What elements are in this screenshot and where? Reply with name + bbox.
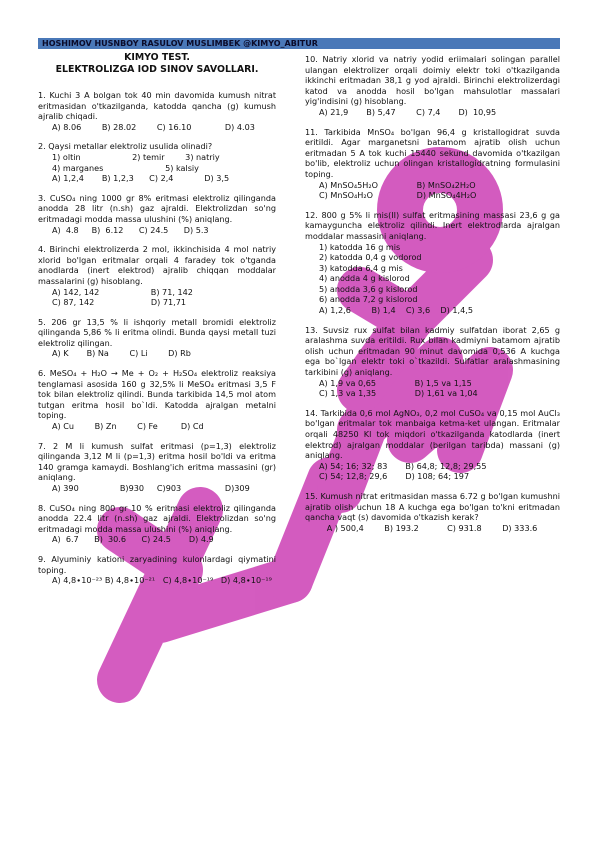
answer-line: 1) oltin 2) temir 3) natriy bbox=[52, 151, 220, 162]
question-item bbox=[38, 244, 276, 308]
answer-line: C) 54; 12,8; 29,6 D) 108; 64; 197 bbox=[319, 471, 470, 482]
question-text: 8. CuSO₄ ning 800 gr 10 % eritmasi elektroliz qilinganda anodda 22.4 litr (n.sh) gaz ajraldi. Elektrolizdan so'ng eritmadagi modda massa ulushini (%) aniqlang. bbox=[38, 502, 276, 534]
question-item bbox=[305, 210, 560, 316]
page-title bbox=[38, 52, 276, 76]
question-text: 15. Kumush nitrat eritmasidan massa 6.72 g bo'lgan kumushni ajratib olish uchun 18 A kuchga ega bo'lgan to'kni eritmadan qancha vaqt (s) davomida o'tkazish kerak? bbox=[305, 490, 560, 523]
answer-line: A) 1,2,4 B) 1,2,3 C) 2,4 D) 3,5 bbox=[52, 173, 230, 184]
answer-line: 6) anodda 7,2 g kislorod bbox=[319, 294, 418, 305]
title-line-1: KIMYO TEST. bbox=[124, 52, 190, 63]
question-item bbox=[38, 141, 276, 183]
answer-line: C) MnSO₄H₂O D) MnSO₄4H₂O bbox=[319, 190, 477, 201]
question-text: 1. Kuchi 3 A bolgan tok 40 min davomida kumush nitrat eritmasidan o'tkazilganda, katodda qancha (g) kumush ajralib chiqadi. bbox=[38, 90, 276, 122]
right-question-list bbox=[305, 54, 560, 533]
answer-line: C) 87, 142 D) 71,71 bbox=[52, 297, 187, 308]
question-text: 9. Alyuminiy kationi zaryadining kulonlardagi qiymatini toping. bbox=[38, 553, 276, 575]
question-item bbox=[38, 441, 276, 494]
answer-line: A) MnSO₄5H₂O B) MnSO₄2H₂O bbox=[319, 179, 476, 190]
answer-line: 4) anodda 4 g kislorod bbox=[319, 273, 410, 284]
question-item bbox=[305, 408, 560, 482]
question-text: 11. Tarkibida MnSO₄ bo'lgan 96,4 g kristallogidrat suvda eritildi. Agar marganetsni batamom ajratib olish uchun eritmadan 5 A tok kuchi 15440 sekund davomida o'tkazilgan bo'lib, elektroliz uchun olingan kristallogidratning formulasini toping. bbox=[305, 126, 560, 179]
answer-options: A) K B) Na C) Li D) Rb bbox=[52, 348, 191, 359]
question-item bbox=[38, 554, 276, 586]
question-item bbox=[38, 193, 276, 235]
question-text: 6. MeSO₄ + H₂O → Me + O₂ + H₂SO₄ elektroliz reaksiya tenglamasi asosida 160 g 32,5% li MeSO₄ eritmasi 3,5 F tok bilan elektroliz qilindi. Bunda tarkibida 14,5 mol atom tutgan eritma hosil bo`ldi. Katodda ajralgan metalni toping. bbox=[38, 368, 276, 421]
question-item bbox=[38, 368, 276, 432]
answer-options: A ) 500,4 B) 193.2 C) 931.8 D) 333.6 bbox=[319, 522, 538, 533]
left-question-list bbox=[38, 90, 276, 586]
header-bar bbox=[38, 38, 560, 49]
header-text: HOSHIMOV HUSNBOY RASULOV MUSLIMBEK @KIMYO_ABITUR bbox=[42, 39, 318, 48]
answer-line: A) 1,9 va 0,65 B) 1,5 va 1,15 bbox=[319, 377, 472, 388]
question-text: 4. Birinchi elektrolizerda 2 mol, ikkinchisida 4 mol natriy xlorid bo'lgan eritmalar orqali 4 faradey tok o'tganda anodlarda (inert elektrod) ajralib chiqqan moddalar massalarini (g) hisoblang. bbox=[38, 244, 276, 286]
question-item bbox=[38, 317, 276, 359]
question-text: 12. 800 g 5% li mis(II) sulfat eritmasining massasi 23,6 g ga kamayguncha elektroliz qilindi. Inert elektrodlarda ajralgan moddalar massasini aniqlang. bbox=[305, 209, 560, 241]
answer-line: A) 1,2,6 B) 1,4 C) 3,6 D) 1,4,5 bbox=[319, 305, 473, 316]
answer-options: A) 4,8∙10⁻²³ B) 4,8∙10⁻²¹ C) 4,8∙10⁻¹⁹ D) 4,8∙10⁻¹⁹ bbox=[52, 575, 272, 586]
question-text: 3. CuSO₄ ning 1000 gr 8% eritmasi elektroliz qilinganda anodda 28 litr (n.sh) gaz ajraldi. Elektrolizdan so'ng eritmadagi modda massa ulushini (%) aniqlang. bbox=[38, 192, 276, 224]
answer-line: 1) katodda 16 g mis bbox=[319, 241, 401, 252]
question-text: 14. Tarkibida 0,6 mol AgNO₃, 0,2 mol CuSO₄ va 0,15 mol AuCl₃ bo'lgan eritmalar tok manbaiga ketma-ket ulangan. Eritmalar orqali 48250 Kl tok miqdori o'tkazilganda katodlarda (inert elektrod) ajralgan moddalar (berilgan taribda) massani (g) aniqlang. bbox=[305, 407, 560, 461]
question-text: 5. 206 gr 13,5 % li ishqoriy metall bromidi elektroliz qilinganda 5,86 % li eritma olindi. Bunda qaysi metall tuzi elektroliz qilingan. bbox=[38, 316, 276, 348]
answer-line: 5) anodda 3,6 g kislorod bbox=[319, 283, 418, 294]
answer-line: 3) katodda 6,4 g mis bbox=[319, 262, 403, 273]
title-line-2: ELEKTROLIZGA IOD SINOV SAVOLLARI. bbox=[55, 64, 259, 75]
right-column bbox=[305, 52, 560, 533]
question-item bbox=[305, 325, 560, 399]
answer-options: A) 21,9 B) 5,47 C) 7,4 D) 10,95 bbox=[319, 106, 497, 117]
answer-options: A) 8.06 B) 28.02 C) 16.10 D) 4.03 bbox=[52, 121, 255, 132]
answer-options: A) Cu B) Zn C) Fe D) Cd bbox=[52, 421, 204, 432]
answer-line: 4) marganes 5) kalsiy bbox=[52, 162, 199, 173]
question-item bbox=[305, 54, 560, 118]
question-text: 13. Suvsiz rux sulfat bilan kadmiy sulfatdan iborat 2,65 g aralashma suvda eritildi. Rux bilan kadmiyni batamom ajratib olish uchun eritmadan 90 minut davomida 0,536 A kuchga ega bo`lgan elektr toki o`tkazildi. Sulfatlar aralashmasining tarkibini (g) aniqlang. bbox=[305, 324, 560, 378]
answer-line: A) 54; 16; 32; 83 B) 64,8; 12,8; 29,55 bbox=[319, 460, 487, 471]
question-text: 7. 2 M li kumush sulfat eritmasi (p=1,3) elektroliz qilinganda 3,12 M li (p=1,3) eritma hosil bo'ldi va eritma 140 gramga kamaydi. Boshlang'ich eritma massasini (gr) aniqlang. bbox=[38, 440, 276, 483]
answer-line: A) 142, 142 B) 71, 142 bbox=[52, 286, 193, 297]
question-item bbox=[305, 491, 560, 533]
answer-options: A) 390 B)930 C)903 D)309 bbox=[52, 483, 250, 493]
question-text: 2. Qaysi metallar elektroliz usulida olinadi? bbox=[38, 141, 213, 152]
question-text: 10. Natriy xlorid va natriy yodid eriimalari solingan parallel ulangan elektrolizer orqali doimiy elektr toki o'tkazilganda ikkinchi eritmadan 38,1 g yod ajraldi. Birinchi elektrolizerdagi katod va anodda hosil bo'lgan mahsulotlar massalari yig'indisini (g) hisoblang. bbox=[305, 54, 560, 107]
left-column bbox=[38, 52, 276, 586]
answer-options: A) 6.7 B) 30.6 C) 24.5 D) 4.9 bbox=[52, 534, 214, 545]
question-item bbox=[38, 503, 276, 545]
question-item bbox=[305, 127, 560, 201]
answer-options: A) 4.8 B) 6.12 C) 24.5 D) 5.3 bbox=[52, 224, 209, 235]
answer-line: 2) katodda 0,4 g vodorod bbox=[319, 252, 422, 263]
question-item bbox=[38, 90, 276, 132]
answer-line: C) 1,3 va 1,35 D) 1,61 va 1,04 bbox=[319, 388, 478, 399]
